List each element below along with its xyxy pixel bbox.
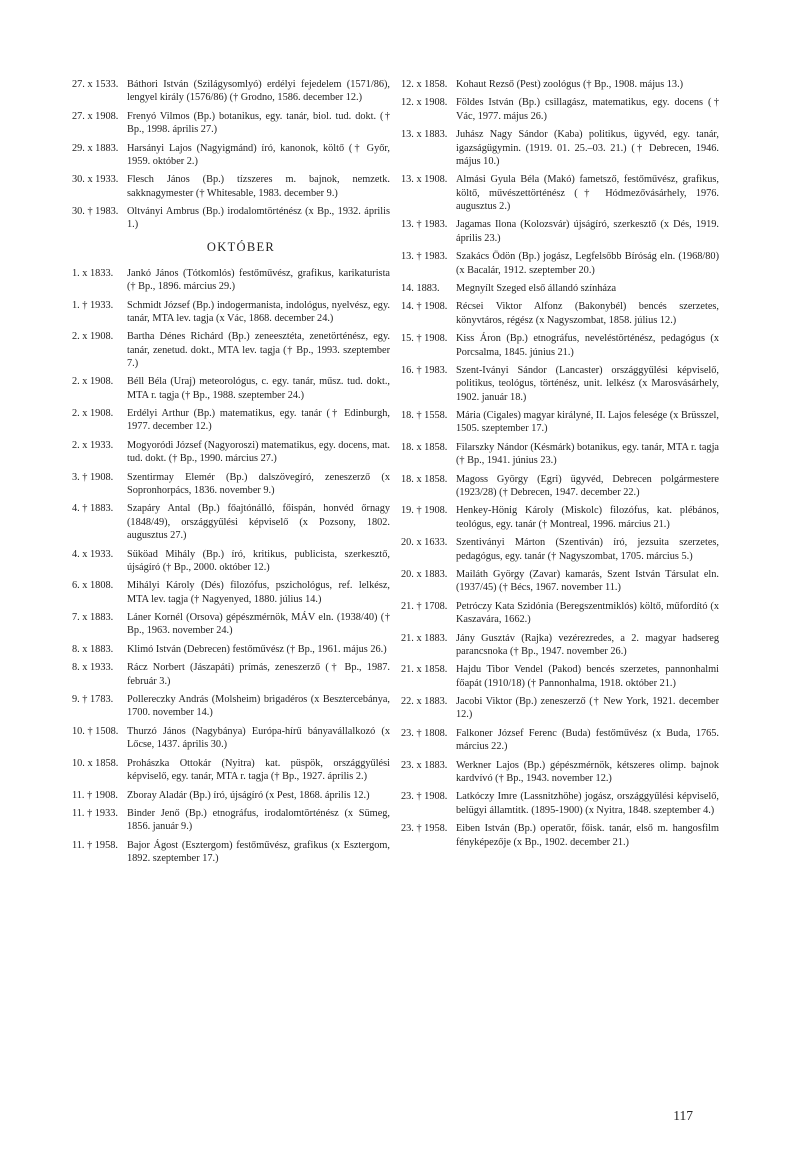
entry-date: 15. † 1908. [401, 333, 448, 345]
entry-text: Filarszky Nándor (Késmárk) botanikus, egy. tanár, MTA r. tagja († Bp., 1941. június 23.) [456, 441, 719, 467]
calendar-entry [72, 661, 390, 688]
entry-date: 11. † 1958. [72, 839, 118, 851]
entry-date: 7. x 1883. [72, 612, 114, 624]
entry-text: Báthori István (Szilágysomlyó) erdélyi fejedelem (1571/86), lengyel király (1576/86) († Grodno, 1586. december 12.) [127, 79, 390, 104]
calendar-entry [72, 471, 390, 498]
entry-text: Binder Jenő (Bp.) etnográfus, irodalomtörténész (x Sümeg, 1856. január 9.) [127, 808, 390, 833]
entry-date: 2. x 1908. [72, 376, 114, 388]
entry-date: 21. x 1858. [401, 664, 448, 676]
entry-date: 12. x 1908. [401, 97, 448, 109]
entry-text: Kohaut Rezső (Pest) zoológus († Bp., 1908. május 13.) [456, 79, 684, 90]
entry-date: 18. x 1858. [401, 441, 448, 453]
calendar-entry [401, 504, 719, 531]
entry-date: 20. x 1633. [401, 537, 448, 549]
entry-date: 23. x 1883. [401, 759, 448, 771]
calendar-entry [401, 282, 719, 295]
entry-text: Szentiványi Márton (Szentiván) író, jezsuita szerzetes, pedagógus, egy. tanár († Nagyszombat, 1705. március 5.) [456, 537, 719, 562]
calendar-entry [72, 725, 390, 752]
entry-text: Jankó János (Tótkomlós) festőművész, grafikus, karikaturista († Bp., 1896. március 29.) [127, 267, 390, 293]
calendar-entry [401, 473, 719, 500]
entry-text: Magoss György (Egri) ügyvéd, Debrecen polgármestere (1923/28) († Debrecen, 1947. december 22.) [456, 473, 719, 498]
calendar-entry [72, 205, 390, 232]
calendar-entry [72, 110, 390, 137]
calendar-entry [72, 330, 390, 370]
calendar-entry [401, 790, 719, 817]
left-column [72, 78, 390, 871]
entries-october-left [72, 267, 390, 866]
entry-text: Béll Béla (Uraj) meteorológus, c. egy. tanár, műsz. tud. dokt., MTA r. tagja († Bp., 1988. szeptember 24.) [127, 376, 390, 401]
entry-text: Földes István (Bp.) csillagász, matematikus, egy. docens († Vác, 1977. május 26.) [456, 97, 719, 122]
entry-date: 3. † 1908. [72, 471, 114, 483]
calendar-entry [72, 299, 390, 326]
calendar-entry [72, 548, 390, 575]
calendar-entry [401, 600, 719, 627]
calendar-entry [72, 142, 390, 169]
entry-date: 6. x 1808. [72, 580, 114, 592]
entry-text: Harsányi Lajos (Nagyigmánd) író, kanonok, költő († Győr, 1959. október 2.) [127, 142, 390, 167]
calendar-entry [401, 218, 719, 245]
calendar-entry [72, 579, 390, 606]
calendar-entry [401, 96, 719, 123]
entry-date: 14. 1883. [401, 282, 440, 294]
calendar-entry [72, 78, 390, 105]
entry-date: 4. x 1933. [72, 548, 114, 560]
entry-text: Jacobi Viktor (Bp.) zeneszerző († New York, 1921. december 12.) [456, 696, 719, 721]
entry-text: Zboray Aladár (Bp.) író, újságíró (x Pest, 1868. április 12.) [127, 789, 370, 801]
entry-text: Petróczy Kata Szidónia (Beregszentmiklós) költő, műfordító (x Kaszavára, 1662.) [456, 600, 719, 626]
entry-date: 13. † 1983. [401, 219, 448, 231]
calendar-entry [72, 643, 390, 656]
calendar-entry [72, 789, 390, 802]
entry-text: Latkóczy Imre (Lassnitzhöhe) jogász, országgyűlési képviselő, belügyi államtitk. (1895-1900) (x Nyitra, 1848. szeptember 4.) [456, 791, 719, 816]
entry-text: Oltványi Ambrus (Bp.) irodalomtörténész (x Bp., 1932. április 1.) [127, 206, 390, 231]
entry-date: 1. † 1933. [72, 299, 114, 311]
calendar-entry [72, 439, 390, 466]
entry-text: Jagamas Ilona (Kolozsvár) újságíró, szerkesztő (x Dés, 1919. április 23.) [456, 219, 719, 244]
entry-date: 18. x 1858. [401, 473, 448, 485]
entry-date: 11. † 1933. [72, 808, 118, 819]
calendar-entry [401, 695, 719, 722]
calendar-entry [401, 409, 719, 436]
entry-date: 19. † 1908. [401, 505, 448, 517]
calendar-entry [72, 693, 390, 720]
entries-october-right [401, 78, 719, 849]
calendar-entry [72, 173, 390, 200]
entry-text: Henkey-Hönig Károly (Miskolc) filozófus, kat. plébános, teológus, egy. tanár († Montreal, 1996. március 21.) [456, 505, 719, 530]
entry-date: 27. x 1533. [72, 79, 119, 90]
calendar-entry [401, 332, 719, 359]
calendar-entry [72, 611, 390, 638]
entry-text: Frenyó Vilmos (Bp.) botanikus, egy. tanár, biol. tud. dokt. († Bp., 1998. április 27.) [127, 110, 390, 136]
entry-text: Klimó István (Debrecen) festőművész († Bp., 1961. május 26.) [127, 643, 387, 655]
page-number: 117 [673, 1108, 693, 1123]
calendar-entry [72, 407, 390, 434]
entry-date: 11. † 1908. [72, 789, 118, 801]
entry-text: Mária (Cigales) magyar királyné, II. Lajos felesége (x Brüsszel, 1505. szeptember 17.) [456, 410, 719, 435]
entry-date: 27. x 1908. [72, 110, 119, 122]
calendar-entry [401, 78, 719, 91]
entry-date: 13. x 1883. [401, 129, 448, 141]
entry-text: Almási Gyula Béla (Makó) fametsző, festőművész, grafikus, költő, művészettörténész († Hódmezővásárhely, 1976. augusztus 2.) [456, 174, 719, 212]
entry-text: Thurzó János (Nagybánya) Európa-hírű bányavállalkozó (x Lőcse, 1437. április 30.) [127, 725, 390, 751]
entry-text: Eiben István (Bp.) operatőr, főisk. tanár, első m. hangosfilm fényképezője (x Bp., 1902. december 21.) [456, 823, 719, 848]
entry-text: Bajor Ágost (Esztergom) festőművész, grafikus (x Esztergom, 1892. szeptember 17.) [127, 839, 390, 865]
entries-september-end [72, 78, 390, 232]
entry-text: Süköad Mihály (Bp.) író, kritikus, publicista, szerkesztő, újságíró († Bp., 2000. október 12.) [127, 548, 390, 573]
calendar-entry [72, 807, 390, 834]
entry-text: Szentirmay Elemér (Bp.) dalszövegíró, zeneszerző (x Sopronhorpács, 1836. november 9.) [127, 471, 390, 496]
entry-date: 1. x 1833. [72, 267, 114, 279]
entry-date: 30. x 1933. [72, 174, 119, 186]
entry-text: Werkner Lajos (Bp.) gépészmérnök, kétszeres olimp. bajnok kardvívó († Bp., 1943. november 12.) [456, 759, 719, 784]
entry-date: 23. † 1958. [401, 823, 448, 835]
entry-date: 18. † 1558. [401, 410, 448, 422]
entry-date: 9. † 1783. [72, 694, 114, 706]
calendar-entry [401, 822, 719, 849]
entry-text: Juhász Nagy Sándor (Kaba) politikus, ügyvéd, egy. tanár, igazságügymin. (1919. 01. 25.–03. 21.) († Debrecen, 1946. május 10.) [456, 129, 719, 167]
entry-text: Mailáth György (Zavar) kamarás, Szent István Társulat eln. (1937/45) († Bécs, 1967. november 11.) [456, 569, 719, 594]
entry-text: Láner Kornél (Orsova) gépészmérnök, MÁV eln. (1938/40) († Bp., 1963. november 24.) [127, 612, 390, 637]
entry-text: Szakács Ödön (Bp.) jogász, Legfelsőbb Bíróság eln. (1968/80) (x Bacalár, 1912. szeptember 20.) [456, 251, 719, 276]
calendar-entry [401, 663, 719, 690]
entry-date: 30. † 1983. [72, 206, 119, 218]
calendar-entry [72, 267, 390, 294]
entry-date: 4. † 1883. [72, 503, 114, 515]
right-column [401, 78, 719, 854]
entry-text: Megnyílt Szeged első állandó színháza [456, 282, 617, 294]
entry-text: Bartha Dénes Richárd (Bp.) zeneesztéta, zenetörténész, egy. tanár, zenetud. dokt., MTA lev. tagja († Bp., 1993. szeptember 7.) [127, 331, 390, 369]
entry-date: 13. † 1983. [401, 251, 448, 263]
entry-date: 2. x 1933. [72, 439, 114, 451]
entry-text: Rácz Norbert (Jászapáti) prímás, zeneszerző († Bp., 1987. február 3.) [127, 662, 390, 687]
entry-date: 8. x 1883. [72, 643, 114, 655]
entry-text: Kiss Áron (Bp.) etnográfus, neveléstörténész, pedagógus (x Porcsalma, 1845. június 21.) [456, 333, 719, 358]
calendar-entry [72, 839, 390, 866]
calendar-entry [401, 568, 719, 595]
entry-date: 13. x 1908. [401, 174, 448, 186]
calendar-entry [401, 759, 719, 786]
entry-date: 20. x 1883. [401, 569, 448, 581]
entry-date: 2. x 1908. [72, 331, 114, 343]
entry-date: 14. † 1908. [401, 301, 448, 313]
entry-date: 16. † 1983. [401, 365, 448, 377]
entry-text: Jány Gusztáv (Rajka) vezérezredes, a 2. magyar hadsereg parancsnoka († Bp., 1947. november 26.) [456, 632, 719, 657]
entry-text: Szapáry Antal (Bp.) főajtónálló, főispán, honvéd őrnagy (1848/49), országgyűlési képviselő (x Pozsony, 1802. augusztus 27.) [127, 503, 390, 542]
entry-text: Mogyoródi József (Nagyoroszi) matematikus, egy. docens, mat. tud. dokt. († Bp., 1990. március 27.) [127, 439, 390, 465]
month-heading: OKTÓBER [206, 239, 276, 254]
calendar-entry [401, 364, 719, 404]
entry-text: Récsei Viktor Alfonz (Bakonybél) bencés szerzetes, könyvtáros, régész (x Nagyszombat, 1858. július 12.) [456, 301, 719, 326]
calendar-entry [401, 128, 719, 168]
entry-date: 23. † 1808. [401, 727, 448, 739]
entry-date: 21. † 1708. [401, 600, 448, 612]
calendar-entry [401, 173, 719, 213]
calendar-entry [72, 375, 390, 402]
entry-date: 21. x 1883. [401, 632, 448, 644]
entry-text: Erdélyi Arthur (Bp.) matematikus, egy. tanár († Edinburgh, 1977. december 12.) [127, 408, 390, 433]
entry-text: Mihályi Károly (Dés) filozófus, pszichológus, ref. lelkész, MTA lev. tagja († Nagyenyed, 1880. július 14.) [127, 580, 390, 605]
calendar-entry [401, 250, 719, 277]
entry-text: Szent-Iványi Sándor (Lancaster) országgyűlési képviselő, politikus, teológus, történész, unit. lelkész (x Marosvásárhely, 1902. január 18.) [456, 365, 719, 403]
entry-text: Falkoner József Ferenc (Buda) festőművész (x Buda, 1765. március 22.) [456, 727, 719, 753]
calendar-entry [72, 757, 390, 784]
calendar-entry [72, 502, 390, 542]
entry-text: Flesch János (Bp.) tízszeres m. bajnok, nemzetk. sakknagymester († Whitesable, 1983. december 9.) [127, 174, 390, 199]
calendar-entry [401, 536, 719, 563]
entry-text: Hajdu Tibor Vendel (Pakod) bencés szerzetes, pannonhalmi főapát (1910/18) († Pannonhalma, 1918. október 21.) [456, 664, 719, 689]
calendar-entry [401, 632, 719, 659]
entry-date: 2. x 1908. [72, 408, 114, 420]
calendar-entry [401, 441, 719, 468]
entry-text: Pollereczky András (Molsheim) brigadéros (x Besztercebánya, 1700. november 14.) [127, 694, 390, 719]
entry-date: 12. x 1858. [401, 79, 448, 90]
entry-text: Schmidt József (Bp.) indogermanista, indológus, nyelvész, egy. tanár, MTA lev. tagja (x Vác, 1868. december 24.) [127, 299, 390, 324]
entry-date: 23. † 1908. [401, 791, 448, 803]
entry-date: 10. † 1508. [72, 725, 119, 737]
entry-date: 8. x 1933. [72, 662, 114, 674]
entry-date: 10. x 1858. [72, 757, 119, 769]
calendar-entry [401, 300, 719, 327]
entry-date: 22. x 1883. [401, 696, 448, 708]
entry-text: Prohászka Ottokár (Nyitra) kat. püspök, országgyűlési képviselő, egy. tanár, MTA r. tagja († Bp., 1927. április 2.) [127, 757, 390, 783]
entry-date: 29. x 1883. [72, 142, 119, 154]
calendar-entry [401, 727, 719, 754]
